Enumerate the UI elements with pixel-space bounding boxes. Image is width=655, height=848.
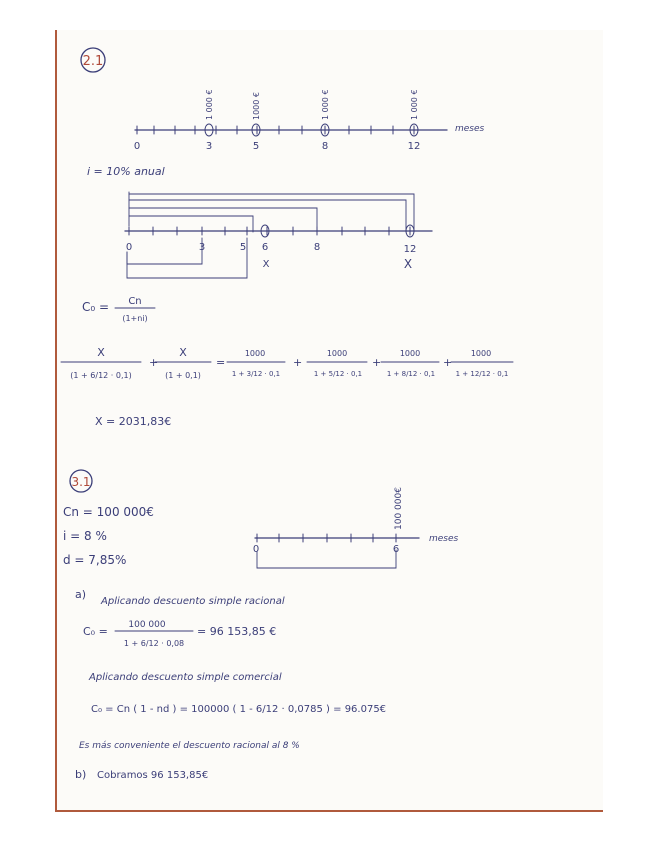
- eq-t6-den: 1 + 12/12 · 0,1: [455, 370, 509, 378]
- t1-tick-8: 8: [321, 141, 329, 152]
- t2-tick-12: 12: [403, 244, 417, 255]
- t1-amount-4: 1 000 €: [410, 89, 419, 120]
- eq-t1-num: X: [97, 346, 105, 359]
- eq-plus-2: +: [293, 356, 303, 369]
- eq-t5-num: 1000: [399, 349, 421, 358]
- eq-t1-den: (1 + 6/12 · 0,1): [70, 371, 132, 380]
- t3-unit: meses: [429, 534, 459, 544]
- t3-tick-6: 6: [392, 544, 400, 555]
- eq-plus-4: +: [443, 356, 453, 369]
- rate-text: i = 10% anual: [87, 165, 165, 178]
- part-b-label: b): [75, 768, 87, 781]
- t1-tick-0: 0: [133, 141, 141, 152]
- formula-num: Cn: [128, 296, 142, 307]
- handwritten-notes: [57, 30, 605, 812]
- t1-tick-5: 5: [252, 141, 260, 152]
- formula-den: (1+ni): [122, 314, 148, 323]
- conclusion-text: Es más conveniente el descuento racional al 8 %: [79, 741, 300, 751]
- t3-tick-0: 0: [252, 544, 260, 555]
- eq-t2-num: X: [179, 346, 187, 359]
- timeline-3-bracket: [257, 550, 396, 568]
- t1-amount-2: 1000 €: [252, 92, 261, 120]
- equation: [61, 346, 513, 380]
- t1-unit: meses: [455, 124, 485, 134]
- section-label-3-1: 3.1: [71, 475, 91, 489]
- result-x: X = 2031,83€: [95, 415, 172, 428]
- part-a2-title: Aplicando descuento simple comercial: [89, 672, 282, 683]
- eq-t3-den: 1 + 3/12 · 0,1: [231, 370, 281, 378]
- timeline-2-brackets: [127, 192, 414, 278]
- notebook-page: [55, 30, 603, 812]
- part-a-formula-result: = 96 153,85 €: [197, 625, 277, 638]
- t2-x-mark-12: X: [403, 257, 413, 271]
- d-value: d = 7,85%: [63, 553, 127, 567]
- t1-tick-12: 12: [407, 141, 421, 152]
- t1-tick-3: 3: [205, 141, 213, 152]
- t2-x-mark-6: X: [262, 259, 270, 270]
- part-a-title: Aplicando descuento simple racional: [101, 596, 285, 607]
- part-a2-formula: C₀ = Cn ( 1 - nd ) = 100000 ( 1 - 6/12 · 0,0785 ) = 96.075€: [91, 704, 387, 715]
- t2-tick-3: 3: [198, 242, 206, 253]
- eq-t3-num: 1000: [244, 349, 266, 358]
- t2-tick-0: 0: [125, 242, 133, 253]
- eq-plus-1: +: [149, 356, 159, 369]
- part-a-label: a): [75, 588, 87, 601]
- eq-equals: =: [216, 356, 226, 369]
- part-b-text: Cobramos 96 153,85€: [97, 770, 209, 781]
- t2-tick-8: 8: [313, 242, 321, 253]
- eq-t5-den: 1 + 8/12 · 0,1: [386, 370, 436, 378]
- t3-amount: 100 000€: [394, 487, 404, 530]
- section-label-2-1: 2.1: [82, 54, 104, 69]
- part-a-formula-den: 1 + 6/12 · 0,08: [123, 639, 185, 648]
- eq-t2-den: (1 + 0,1): [165, 371, 201, 380]
- cn-value: Cn = 100 000€: [63, 505, 154, 519]
- t2-tick-6: 6: [261, 242, 269, 253]
- eq-t6-num: 1000: [470, 349, 492, 358]
- t2-tick-5: 5: [239, 242, 247, 253]
- t1-amount-1: 1 000 €: [205, 89, 214, 120]
- eq-t4-den: 1 + 5/12 · 0,1: [313, 370, 363, 378]
- t1-amount-3: 1 000 €: [321, 89, 330, 120]
- part-a-formula-lhs: C₀ =: [83, 625, 108, 638]
- formula-lhs: C₀ =: [82, 300, 110, 314]
- eq-plus-3: +: [372, 356, 382, 369]
- i-value: i = 8 %: [63, 529, 107, 543]
- part-a-formula-num: 100 000: [128, 620, 166, 630]
- eq-t4-num: 1000: [326, 349, 348, 358]
